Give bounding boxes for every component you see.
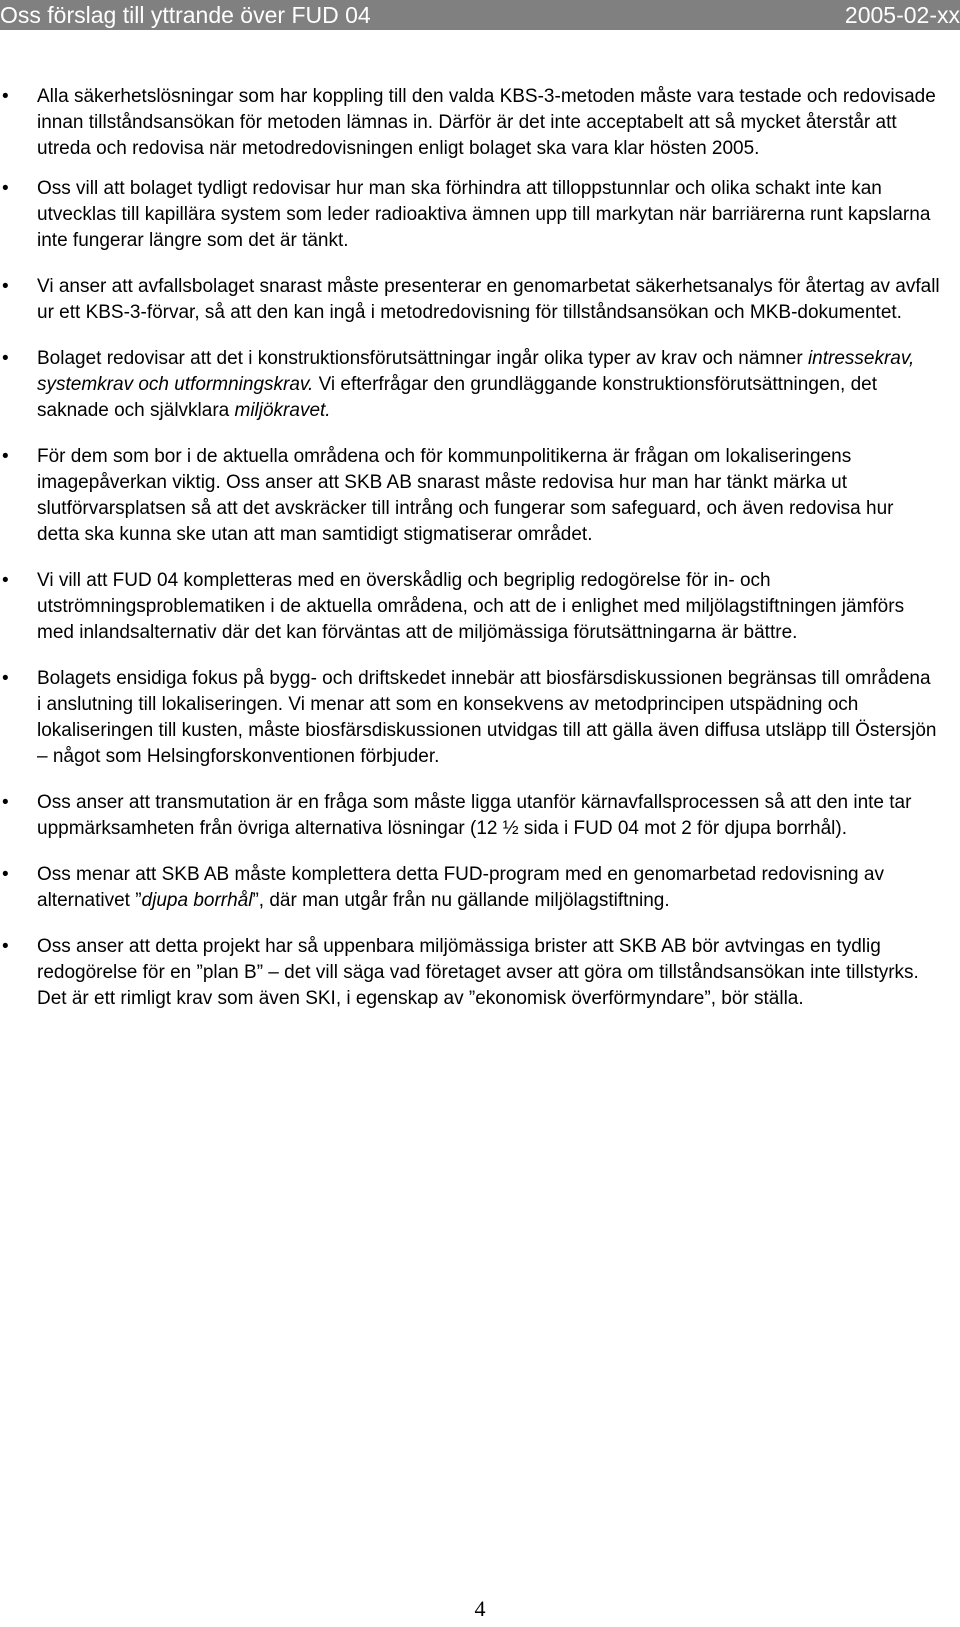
italic-text: intressekrav, systemkrav och utformningskrav. [37,348,915,395]
bullet-icon: • [2,446,9,467]
list-item [0,934,940,1012]
list-item-text: Vi anser att avfallsbolaget snarast måste presenterar en genomarbetat säkerhetsanalys för återtag av avfall ur ett KBS-3-förvar, så att den kan ingå i metodredovisning för tillståndsansökan och MKB-dokumentet. [37,276,940,323]
list-item [0,444,940,548]
bullet-icon: • [2,276,9,297]
bullet-icon: • [2,668,9,689]
text-segment: Oss menar att SKB AB måste komplettera detta FUD-program med en genomarbetad redovisning av alternativet ” [37,864,884,911]
list-item-text: Oss vill att bolaget tydligt redovisar hur man ska förhindra att tilloppstunnlar och olika schakt inte kan utvecklas till kapillära system som leder radioaktiva ämnen upp till markytan när barriärerna runt kapslarna inte fungerar längre som det är tänkt. [37,178,931,251]
list-item [0,176,940,254]
list-item-text [37,864,884,911]
list-item-text: Oss anser att detta projekt har så uppenbara miljömässiga brister att SKB AB bör avtvingas en tydlig redogörelse för en ”plan B” – det vill säga vad företaget avser att göra om tillståndsansökan inte tillstyrks. Det är ett rimligt krav som även SKI, i egenskap av ”ekonomisk överförmyndare”, bör ställa. [37,936,919,1009]
page-number: 4 [474,1596,486,1621]
bullet-icon: • [2,178,9,199]
page-header [0,0,960,30]
text-segment: ”, där man utgår från nu gällande miljölagstiftning. [252,890,670,911]
list-item [0,274,940,326]
list-item-text [37,348,914,421]
list-item [0,568,940,646]
list-item-text: Alla säkerhetslösningar som har koppling till den valda KBS-3-metoden måste vara testade och redovisade innan tillståndsansökan för metoden lämnas in. Därför är det inte acceptabelt att så mycket återstår att utreda och redovisa när metodredovisningen enligt bolaget ska vara klar hösten 2005. [37,86,936,159]
bullet-icon: • [2,936,9,957]
list-item-text: Bolagets ensidiga fokus på bygg- och driftskedet innebär att biosfärsdiskussionen begränsas till områdena i anslutning till lokaliseringen. Vi menar att som en konsekvens av metodprincipen utspädning och lokaliseringen till kusten, måste biosfärsdiskussionen utvidgas till att gälla även diffusa utsläpp till Östersjön – något som Helsingforskonventionen förbjuder. [37,668,937,767]
list-item-text: Oss anser att transmutation är en fråga som måste ligga utanför kärnavfallsprocessen så att den inte tar uppmärksamheten från övriga alternativa lösningar (12 ½ sida i FUD 04 mot 2 för djupa borrhål). [37,792,912,839]
text-segment: Vi efterfrågar den grundläggande konstruktionsförutsättningen, det saknade och självklara [37,374,877,421]
italic-text: djupa borrhål [141,890,253,911]
list-item-text: För dem som bor i de aktuella områdena och för kommunpolitikerna är frågan om lokaliseringens imagepåverkan viktig. Oss anser att SKB AB snarast måste redovisa hur man har tänkt märka ut slutförvarsplatsen så att det avskräcker till intrång och fungerar som safeguard, och även redovisa hur detta ska kunna ske utan att man samtidigt stigmatiserar området. [37,446,894,545]
text-segment: Bolaget redovisar att det i konstruktionsförutsättningar ingår olika typer av krav och nämner [37,348,808,369]
document-date: 2005-02-xx [844,2,960,28]
list-item-text: Vi vill att FUD 04 kompletteras med en överskådlig och begriplig redogörelse för in- och utströmningsproblematiken i de aktuella områdena, och att de i enlighet med miljölagstiftningen jämförs med inlandsalternativ där det kan förväntas att de miljömässiga förutsättningarna är bättre. [37,570,905,643]
bullet-icon: • [2,864,9,885]
bullet-icon: • [2,348,9,369]
bullet-icon: • [2,792,9,813]
bullet-list [0,84,940,1032]
document-title: Oss förslag till yttrande över FUD 04 [0,2,371,28]
bullet-icon: • [2,86,9,107]
bullet-icon: • [2,570,9,591]
list-item [0,790,940,842]
list-item [0,862,940,914]
list-item [0,666,940,770]
italic-text: miljökravet. [234,400,331,421]
list-item [0,84,940,162]
list-item [0,346,940,424]
